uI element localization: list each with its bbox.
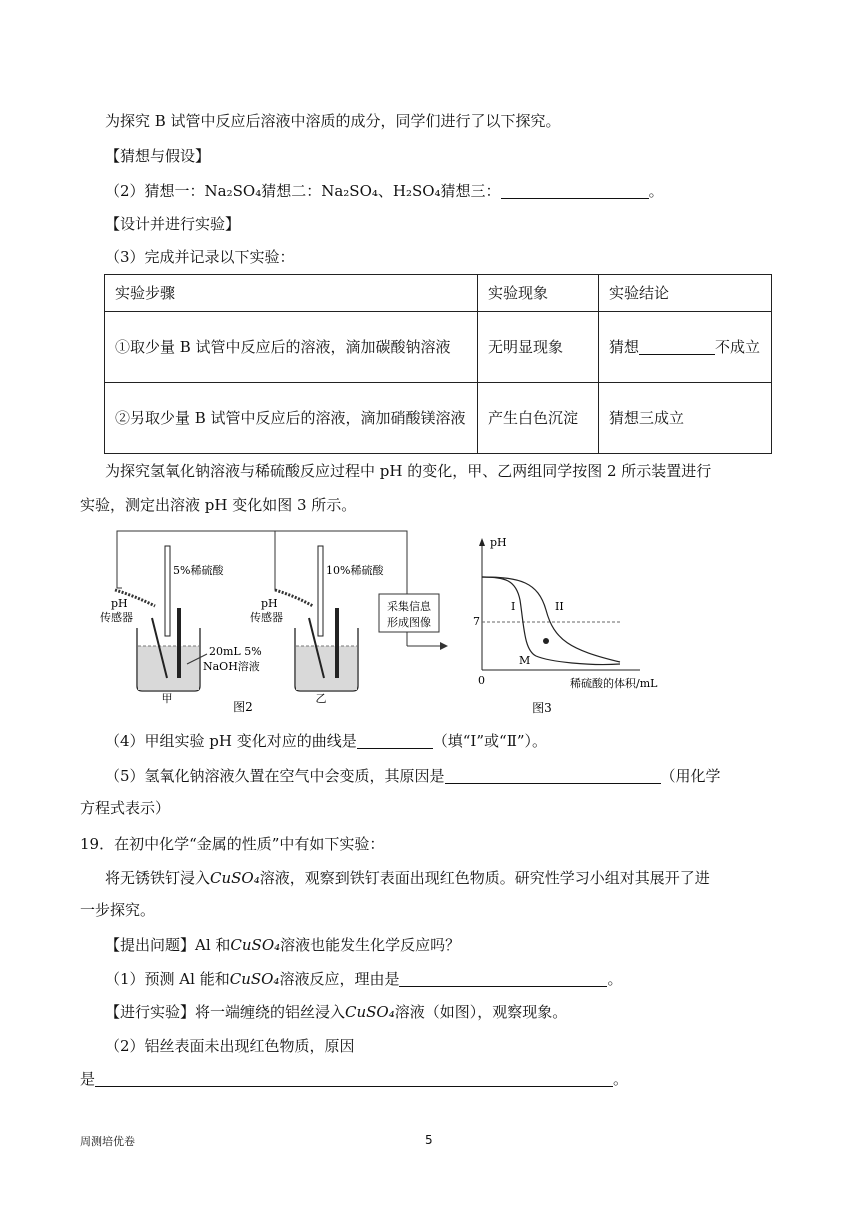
question-4: （4）甲组实验 pH 变化对应的曲线是 （填“I”或“Ⅱ”）。	[105, 732, 548, 750]
table-cell: 猜想 不成立	[599, 312, 772, 383]
formula-cuso4: CuSO₄	[345, 1003, 395, 1021]
arrow-head	[440, 642, 448, 650]
naoh-label-2: NaOH溶液	[203, 660, 260, 673]
question-2: （2）猜想一：Na₂SO₄猜想二：Na₂SO₄、H₂SO₄猜想三： 。	[105, 182, 664, 200]
intro-paragraph: 为探究 B 试管中反应后溶液中溶质的成分，同学们进行了以下探究。	[105, 112, 561, 130]
formula-cuso4: CuSO₄	[230, 936, 281, 954]
table-cell: 猜想三成立	[599, 383, 772, 454]
formula-cuso4: CuSO₄	[210, 869, 260, 887]
label-yi: 乙	[315, 692, 327, 705]
question-19-paragraph-line2: 一步探究。	[80, 901, 156, 919]
curve-2-label: II	[555, 600, 564, 613]
x-axis-label: 稀硫酸的体积/mL	[570, 677, 658, 690]
y-axis-label: pH	[490, 536, 507, 549]
answer-blank[interactable]	[399, 971, 607, 987]
question-19-2-line2: 是 。	[80, 1070, 629, 1088]
y-axis-arrow	[479, 538, 485, 546]
answer-blank[interactable]	[95, 1071, 613, 1087]
point-m-label: M	[519, 654, 531, 667]
page-number: 5	[425, 1133, 433, 1147]
naoh-label-1: 20mL 5%	[209, 645, 262, 658]
curve-1-label: I	[511, 600, 516, 613]
answer-blank[interactable]	[639, 339, 715, 355]
question-heading: 【提出问题】Al 和CuSO₄溶液也能发生化学反应吗？	[105, 936, 461, 954]
answer-blank[interactable]	[501, 183, 649, 199]
table-row	[105, 383, 772, 454]
figure-2-caption: 图2	[233, 700, 253, 714]
footer-label: 周测培优卷	[80, 1135, 135, 1148]
formula-cuso4: CuSO₄	[229, 970, 280, 988]
question-2-text: （2）猜想一：Na₂SO₄猜想二：Na₂SO₄、H₂SO₄猜想三：	[105, 182, 501, 200]
table-row	[105, 312, 772, 383]
figure-3-chart	[470, 530, 680, 722]
point-m	[543, 638, 549, 644]
question-3: （3）完成并记录以下实验：	[105, 248, 295, 266]
question-19-1: （1）预测 Al 能和CuSO₄溶液反应，理由是 。	[105, 970, 623, 988]
acid-label-b: 10%稀硫酸	[326, 564, 384, 577]
label-jia: 甲	[161, 692, 173, 705]
question-5: （5）氢氧化钠溶液久置在空气中会变质，其原因是 （用化学	[105, 767, 721, 785]
collector-label-2: 形成图像	[387, 616, 431, 629]
table-cell: ①取少量 B 试管中反应后的溶液，滴加碳酸钠溶液	[105, 312, 478, 383]
curve-1	[482, 577, 620, 665]
sensor-label-b-1: pH	[261, 597, 278, 610]
ph-paragraph-line2: 实验，测定出溶液 pH 变化如图 3 所示。	[80, 496, 357, 514]
question-19-2: （2）铝丝表面未出现红色物质，原因	[105, 1037, 355, 1055]
collector-label-1: 采集信息	[387, 600, 431, 613]
tick-7: 7	[473, 615, 480, 628]
table-header: 实验步骤	[105, 275, 478, 312]
answer-blank[interactable]	[445, 768, 661, 784]
table-cell: ②另取少量 B 试管中反应后的溶液，滴加硝酸镁溶液	[105, 383, 478, 454]
figure-3-caption: 图3	[532, 701, 552, 715]
question-5-line2: 方程式表示）	[80, 799, 171, 817]
experiment-heading: 【进行实验】将一端缠绕的铝丝浸入CuSO₄溶液（如图），观察现象。	[105, 1003, 568, 1021]
sensor-label-a-1: pH	[111, 597, 128, 610]
table-header: 实验现象	[478, 275, 599, 312]
design-heading: 【设计并进行实验】	[105, 215, 241, 233]
table-header-row	[105, 275, 772, 312]
curve-2	[482, 577, 620, 662]
table-cell: 产生白色沉淀	[478, 383, 599, 454]
origin-label: 0	[478, 674, 485, 687]
experiment-table	[104, 274, 772, 454]
table-header: 实验结论	[599, 275, 772, 312]
figure-2-apparatus	[95, 528, 455, 720]
acid-label-a: 5%稀硫酸	[173, 564, 224, 577]
hypothesis-heading: 【猜想与假设】	[105, 147, 211, 165]
question-19: 19．在初中化学“金属的性质”中有如下实验：	[80, 835, 385, 853]
wire	[275, 531, 277, 590]
question-19-paragraph: 将无锈铁钉浸入CuSO₄溶液，观察到铁钉表面出现红色物质。研究性学习小组对其展开了进	[105, 869, 710, 887]
sensor-label-a-2: 传感器	[100, 611, 133, 624]
table-cell: 无明显现象	[478, 312, 599, 383]
sensor-label-b-2: 传感器	[250, 611, 283, 624]
ph-paragraph-line1: 为探究氢氧化钠溶液与稀硫酸反应过程中 pH 的变化，甲、乙两组同学按图 2 所示装置进行	[105, 462, 712, 480]
answer-blank[interactable]	[357, 733, 433, 749]
